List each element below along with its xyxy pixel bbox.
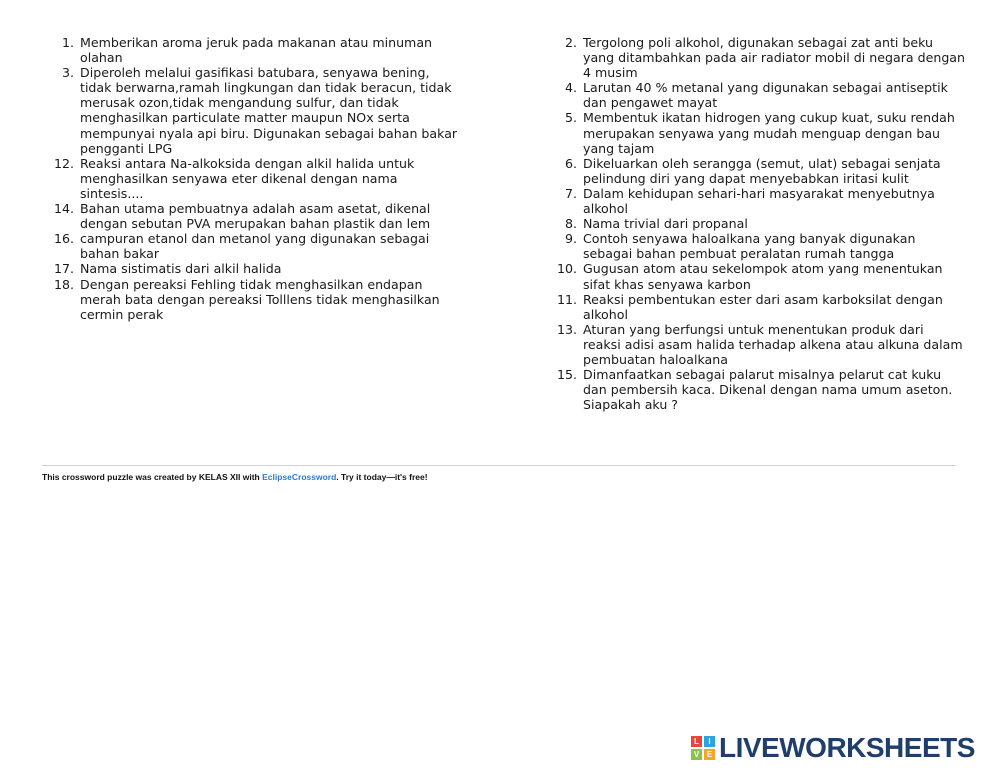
clue-text: Contoh senyawa haloalkana yang banyak digunakan sebagai bahan pembuat peralatan rumah tangga [583,231,916,262]
logo-text: LIVEWORKSHEETS [719,732,975,763]
credit-suffix: . Try it today—it's free! [336,472,428,482]
clue-item [545,35,965,80]
clue-number: 8. [564,216,577,232]
logo-cubes-icon [691,736,715,760]
clue-text: Dengan pereaksi Fehling tidak menghasilkan endapan merah bata dengan pereaksi Tolllens tidak menghasilkan cermin perak [80,276,440,322]
clue-item [545,292,965,322]
clue-item [545,156,965,186]
clue-text: Membentuk ikatan hidrogen yang cukup kuat, suku rendah merupakan senyawa yang mudah menguap dengan bau yang tajam [583,110,955,156]
credit-prefix: This crossword puzzle was created by KELAS XII with [42,472,263,482]
clue-text: Dikeluarkan oleh serangga (semut, ulat) sebagai senjata pelindung diri yang dapat menyebabkan iritasi kulit [583,155,941,186]
clue-text: Larutan 40 % metanal yang digunakan sebagai antiseptik dan pengawet mayat [583,80,948,111]
clue-number: 1. [61,35,74,50]
clue-text: campuran etanol dan metanol yang digunakan sebagai bahan bakar [80,231,430,262]
clue-number: 14. [53,201,74,217]
logo-cube: E [704,749,715,760]
clue-item [42,231,462,261]
clue-number: 12. [53,155,74,171]
clue-text: Gugusan atom atau sekelompok atom yang menentukan sifat khas senyawa karbon [583,261,943,292]
clue-number: 7. [564,185,577,201]
clue-text: Aturan yang berfungsi untuk menentukan produk dari reaksi adisi asam halida terhadap alkena atau alkuna dalam pembuatan haloalkana [583,321,963,367]
logo-cube: V [691,749,702,760]
clue-item [42,156,462,201]
credit-line [42,472,428,482]
clue-item [545,80,965,110]
clue-number: 2. [564,35,577,50]
clue-text: Bahan utama pembuatnya adalah asam asetat, dikenal dengan sebutan PVA merupakan bahan plastik dan lem [80,201,431,232]
clue-text: Dimanfaatkan sebagai palarut misalnya pelarut cat kuku dan pembersih kaca. Dikenal dengan nama umum aseton. Siapakah aku ? [583,367,953,413]
clue-text: Nama sistimatis dari alkil halida [80,261,282,277]
clue-item [545,322,965,367]
clue-item [545,231,965,261]
clue-item [42,201,462,231]
clue-text: Nama trivial dari propanal [583,216,748,232]
clue-number: 5. [564,110,577,126]
clue-item [545,110,965,155]
clue-number: 18. [53,276,74,292]
clue-number: 17. [53,261,74,277]
clue-number: 15. [556,367,577,383]
divider [42,465,956,466]
clue-text: Reaksi antara Na-alkoksida dengan alkil halida untuk menghasilkan senyawa eter dikenal dengan nama sintesis.... [80,155,415,201]
clue-item [42,261,462,276]
clue-text: Reaksi pembentukan ester dari asam karboksilat dengan alkohol [583,291,943,322]
clue-item [545,367,965,412]
clues-left-column [42,35,462,322]
liveworksheets-logo[interactable] [691,733,975,763]
clue-number: 6. [564,155,577,171]
logo-cube: L [691,736,702,747]
clue-item [42,65,462,156]
clue-item [545,261,965,291]
clue-number: 10. [556,261,577,277]
clues-right-column [545,35,965,412]
clue-item [42,277,462,322]
clue-number: 9. [564,231,577,247]
clue-number: 16. [53,231,74,247]
clue-number: 3. [61,65,74,81]
clue-text: Dalam kehidupan sehari-hari masyarakat menyebutnya alkohol [583,185,935,217]
clue-text: Memberikan aroma jeruk pada makanan atau minuman olahan [80,35,433,66]
clue-item [545,186,965,216]
clue-text: Tergolong poli alkohol, digunakan sebagai zat anti beku yang ditambahkan pada air radiator mobil di negara dengan 4 musim [583,35,966,81]
clue-number: 4. [564,80,577,96]
clue-item [42,35,462,65]
clue-number: 11. [556,291,577,307]
eclipsecrossword-link[interactable]: EclipseCrossword [262,472,337,482]
clue-number: 13. [556,321,577,337]
clue-item [545,216,965,231]
clue-text: Diperoleh melalui gasifikasi batubara, senyawa bening, tidak berwarna,ramah lingkungan dan tidak beracun, tidak merusak ozon,tidak mengandung sulfur, dan tidak menghasilkan particulate matter maupun NOx serta mempunyai nyala api biru. Digunakan sebagai bahan bakar pengganti LPG [80,65,458,156]
logo-cube: I [704,736,715,747]
